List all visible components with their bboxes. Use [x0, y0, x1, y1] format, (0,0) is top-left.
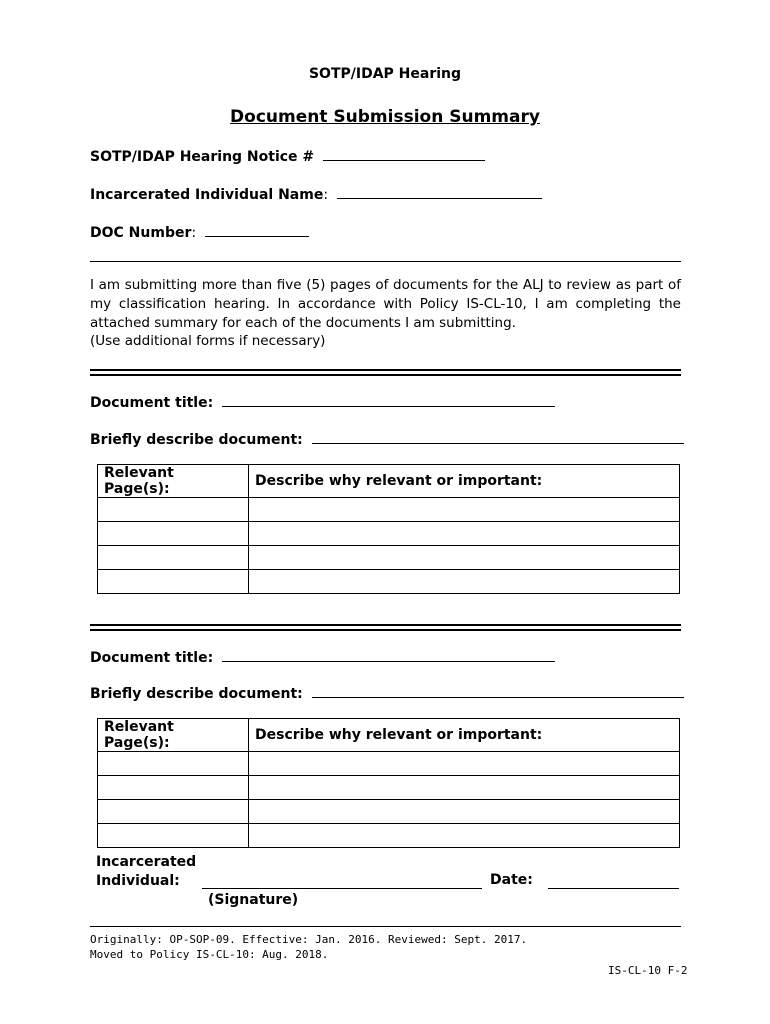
document-title-input[interactable] — [222, 392, 555, 407]
doc-number-colon: : — [191, 225, 197, 241]
signature-label-line1: Incarcerated — [96, 854, 197, 870]
hearing-notice-input[interactable] — [323, 146, 485, 161]
relevance-cell[interactable] — [249, 752, 680, 776]
footer-moved: Moved to Policy IS-CL-10: Aug. 2018. — [90, 948, 329, 961]
table-row — [98, 800, 680, 824]
pages-cell[interactable] — [98, 498, 249, 522]
footer-origin: Originally: OP-SOP-09. Effective: Jan. 2016. Reviewed: Sept. 2017. — [90, 933, 528, 946]
pages-cell[interactable] — [98, 824, 249, 848]
divider — [90, 261, 681, 262]
relevance-cell[interactable] — [249, 776, 680, 800]
relevant-pages-table — [97, 464, 680, 594]
individual-name-label: Incarcerated Individual Name — [90, 187, 324, 203]
individual-name-input[interactable] — [337, 184, 542, 199]
table-row — [98, 752, 680, 776]
relevance-cell[interactable] — [249, 498, 680, 522]
relevance-cell[interactable] — [249, 570, 680, 594]
document-title-field — [90, 647, 555, 666]
relevant-pages-header: Relevant Page(s): — [98, 465, 249, 498]
footer-divider — [90, 926, 681, 927]
form-header: SOTP/IDAP Hearing — [308, 66, 462, 82]
table-row — [98, 570, 680, 594]
relevance-header: Describe why relevant or important: — [249, 719, 680, 752]
section-divider — [90, 624, 681, 631]
pages-cell[interactable] — [98, 570, 249, 594]
date-line[interactable] — [548, 888, 679, 889]
relevance-cell[interactable] — [249, 824, 680, 848]
relevance-cell[interactable] — [249, 546, 680, 570]
table-header-row — [98, 719, 680, 752]
table-row — [98, 776, 680, 800]
describe-document-label: Briefly describe document: — [90, 432, 303, 448]
doc-number-input[interactable] — [205, 222, 309, 237]
page-title: Document Submission Summary — [230, 107, 540, 127]
signature-caption: (Signature) — [208, 892, 299, 908]
document-title-input[interactable] — [222, 647, 555, 662]
document-title-label: Document title: — [90, 395, 214, 411]
table-row — [98, 824, 680, 848]
describe-document-input[interactable] — [312, 683, 684, 698]
pages-cell[interactable] — [98, 776, 249, 800]
hearing-notice-field — [90, 146, 485, 165]
relevance-header: Describe why relevant or important: — [249, 465, 680, 498]
pages-cell[interactable] — [98, 546, 249, 570]
document-title-label: Document title: — [90, 650, 214, 666]
describe-document-field — [90, 683, 684, 702]
pages-cell[interactable] — [98, 752, 249, 776]
pages-cell[interactable] — [98, 800, 249, 824]
table-row — [98, 522, 680, 546]
describe-document-field — [90, 429, 684, 448]
document-title-field — [90, 392, 555, 411]
table-row — [98, 546, 680, 570]
doc-number-field — [90, 222, 309, 241]
relevant-pages-table — [97, 718, 680, 848]
hearing-notice-label: SOTP/IDAP Hearing Notice # — [90, 149, 315, 165]
pages-cell[interactable] — [98, 522, 249, 546]
relevant-pages-header: Relevant Page(s): — [98, 719, 249, 752]
table-row — [98, 498, 680, 522]
signature-line[interactable] — [202, 888, 482, 889]
individual-name-field — [90, 184, 542, 203]
date-label: Date: — [490, 872, 533, 888]
signature-label-line2: Individual: — [96, 873, 180, 889]
individual-name-colon: : — [323, 187, 329, 203]
describe-document-input[interactable] — [312, 429, 684, 444]
intro-note: (Use additional forms if necessary) — [90, 333, 326, 349]
intro-paragraph: I am submitting more than five (5) pages of documents for the ALJ to review as part of my classification hearing. In accordance with Policy IS-CL-10, I am completing the attached summary for each of the documents I am submitting. — [90, 277, 681, 331]
section-divider — [90, 369, 681, 376]
signature-label — [96, 853, 196, 891]
relevance-cell[interactable] — [249, 800, 680, 824]
describe-document-label: Briefly describe document: — [90, 686, 303, 702]
doc-number-label: DOC Number — [90, 225, 192, 241]
table-header-row — [98, 465, 680, 498]
form-id: IS-CL-10 F-2 — [608, 964, 688, 977]
relevance-cell[interactable] — [249, 522, 680, 546]
